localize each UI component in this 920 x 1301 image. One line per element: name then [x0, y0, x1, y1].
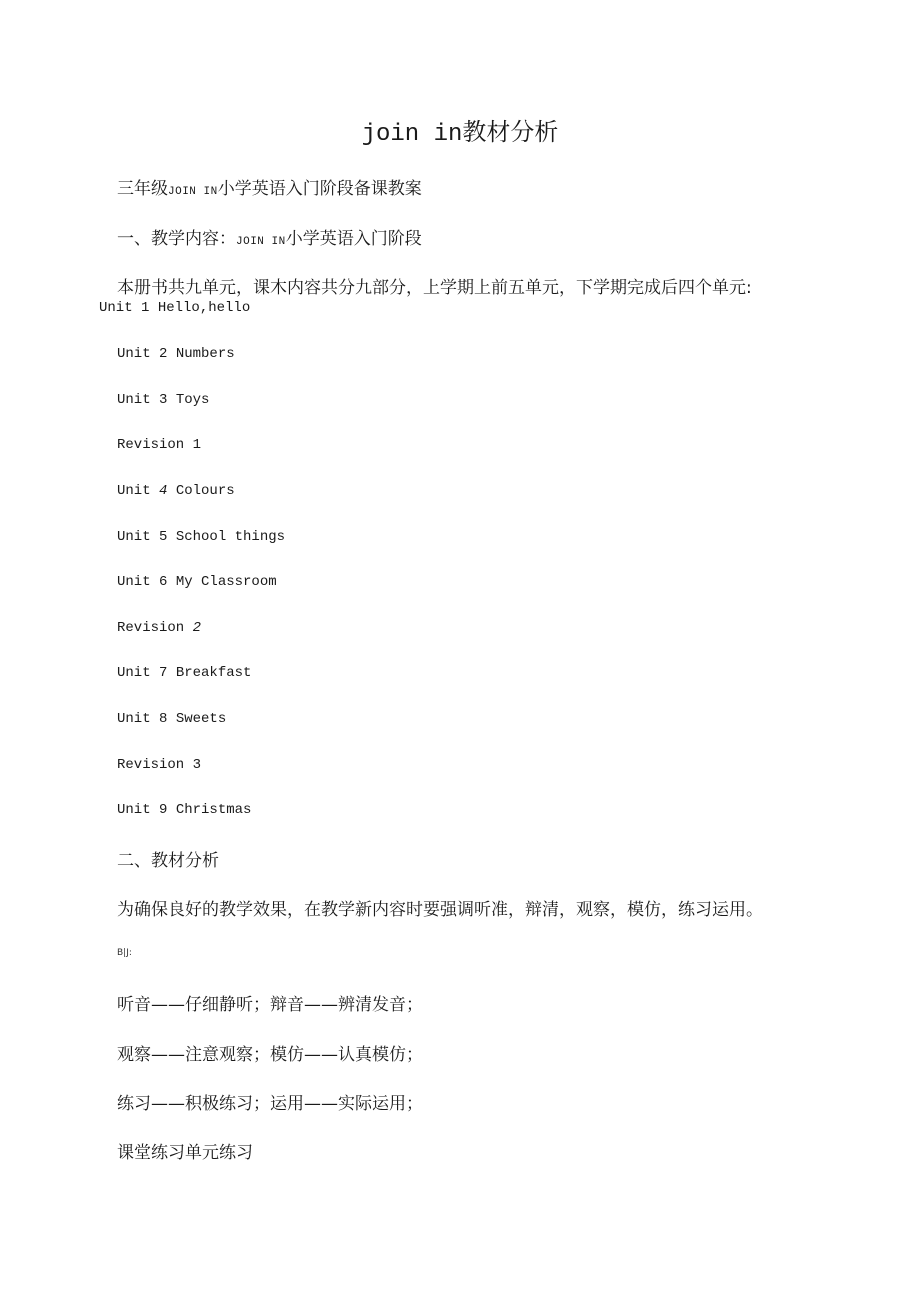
- small-note: B|J:: [117, 948, 132, 958]
- unit-item: Unit 7 Breakfast: [117, 665, 252, 681]
- subtitle: [117, 174, 422, 199]
- unit-item: Unit 8 Sweets: [117, 711, 227, 727]
- section-1-latin: JOIN IN: [236, 236, 286, 248]
- list-item: 练习——积极练习；运用——实际运用；: [117, 1094, 423, 1114]
- unit-item: Unit 6 My Classroom: [117, 574, 277, 590]
- intro-paragraph: 本册书共九单元，课木内容共分九部分，上学期上前五单元，下学期完成后四个单元:: [117, 278, 752, 298]
- body-paragraph: 为确保良好的教学效果，在教学新内容时要强调听准，辩清，观察，模仿，练习运用。: [117, 900, 763, 920]
- section-2-heading: 二、教材分析: [117, 851, 219, 871]
- subtitle-latin: JOIN IN: [168, 186, 218, 198]
- list-item: 课堂练习单元练习: [117, 1143, 253, 1163]
- list-item: 观察——注意观察；模仿——认真模仿；: [117, 1045, 423, 1065]
- unit-item: Unit 9 Christmas: [117, 802, 252, 818]
- unit-item: Unit 4 Colours: [117, 483, 235, 499]
- document-title: [0, 114, 920, 153]
- unit-item: Revision 1: [117, 437, 202, 453]
- list-item: 听音——仔细静听；辩音——辨清发音；: [117, 995, 423, 1015]
- subtitle-pre: 三年级: [117, 179, 168, 199]
- unit-item: Unit 2 Numbers: [117, 346, 235, 362]
- unit-item: Revision 3: [117, 757, 202, 773]
- section-1-post: 小学英语入门阶段: [285, 229, 422, 249]
- unit-item: Unit 3 Toys: [117, 392, 210, 408]
- title-cjk: 教材分析: [462, 118, 559, 146]
- unit-item: Unit 5 School things: [117, 529, 286, 545]
- unit-item: Unit 1 Hello,hello: [99, 300, 251, 316]
- title-latin: join in: [361, 121, 463, 148]
- unit-item: Revision 2: [117, 620, 202, 636]
- section-1-heading: [117, 224, 422, 249]
- section-1-pre: 一、教学内容：: [117, 229, 236, 249]
- subtitle-post: 小学英语入门阶段备课教案: [217, 179, 422, 199]
